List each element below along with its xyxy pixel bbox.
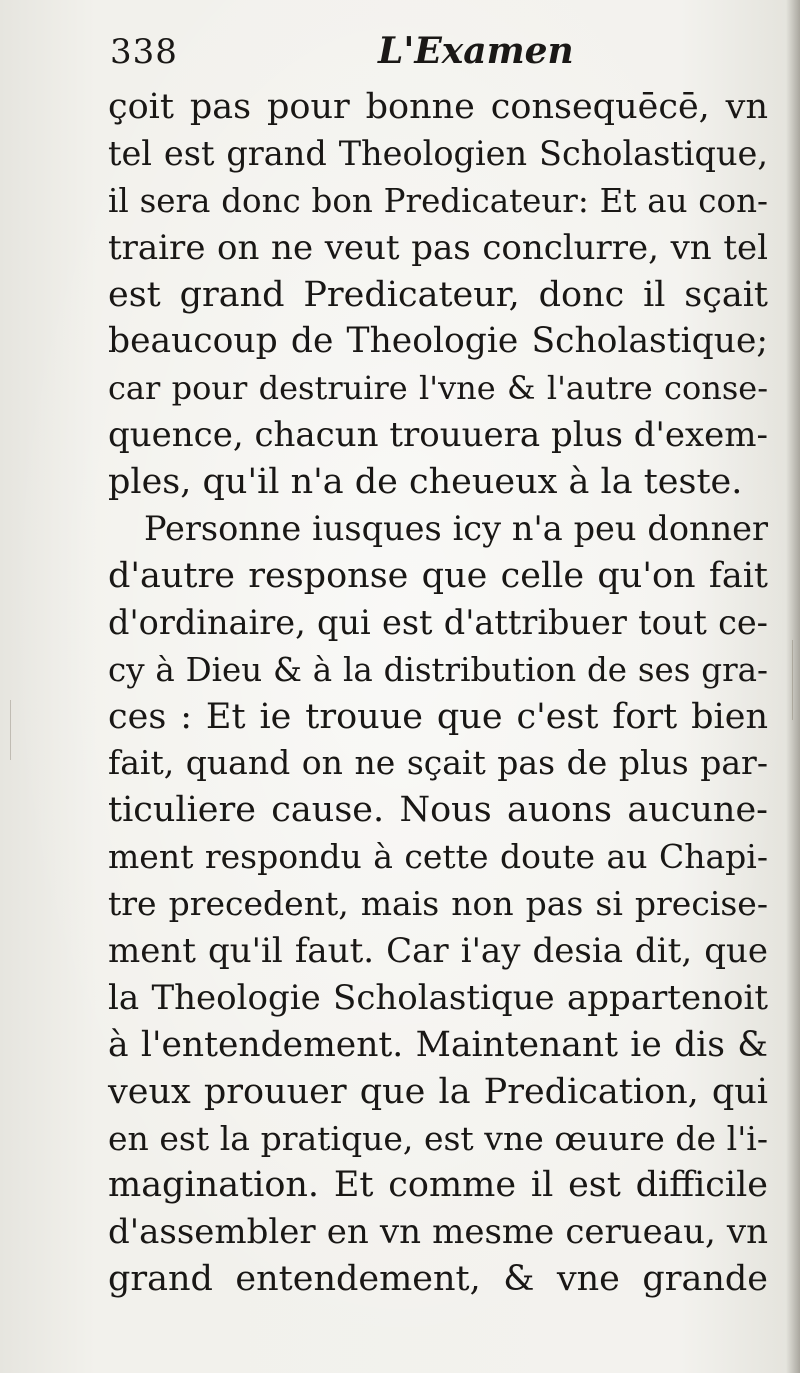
text-line: car pour destruire l'vne & l'autre conse-	[108, 369, 768, 408]
running-title: L'Examen	[378, 30, 574, 72]
text-line: çoit pas pour bonne consequēcē, vn	[108, 87, 768, 127]
text-line: d'autre response que celle qu'on fait	[108, 555, 768, 596]
text-line: quence, chacun trouuera plus d'exem-	[108, 415, 768, 456]
text-line: il sera donc bon Predicateur: Et au con-	[108, 181, 768, 220]
paper-mark	[10, 700, 11, 760]
text-line: d'assembler en vn mesme cerueau, vn	[108, 1212, 768, 1253]
text-line: ment respondu à cette doute au Chapi-	[108, 837, 768, 877]
text-line: magination. Et comme il est difficile	[108, 1165, 768, 1206]
text-line: à l'entendement. Maintenant ie dis &	[108, 1024, 768, 1065]
body-text	[108, 84, 768, 1303]
text-line: beaucoup de Theologie Scholastique;	[108, 321, 768, 362]
text-line: est grand Predicateur, donc il sçait	[108, 274, 768, 315]
text-line: ment qu'il faut. Car i'ay desia dit, que	[108, 931, 768, 972]
paper-mark	[792, 640, 793, 720]
text-line: traire on ne veut pas conclurre, vn tel	[108, 227, 768, 268]
text-line: tre precedent, mais non pas si precise-	[108, 884, 768, 924]
page-gutter-shadow	[786, 0, 800, 1373]
page-number: 338	[110, 32, 178, 72]
running-head	[110, 28, 670, 78]
text-line: grand entendement, & vne grande	[108, 1259, 768, 1300]
text-line: tel est grand Theologien Scholastique,	[108, 133, 768, 173]
paragraph-first-line: Personne iusques icy n'a peu donner	[144, 509, 768, 549]
text-line: fait, quand on ne sçait pas de plus par-	[108, 743, 768, 783]
text-line: ples, qu'il n'a de cheueux à la teste.	[108, 462, 743, 503]
text-line: ces : Et ie trouue que c'est fort bien	[108, 696, 768, 737]
text-line: veux prouuer que la Predication, qui	[108, 1071, 768, 1112]
text-line: ticuliere cause. Nous auons aucune-	[108, 790, 768, 831]
text-line: cy à Dieu & à la distribution de ses gra-	[108, 650, 768, 689]
text-line: la Theologie Scholastique appartenoit	[108, 977, 768, 1018]
text-line: en est la pratique, est vne œuure de l'i-	[108, 1118, 768, 1158]
text-line: d'ordinaire, qui est d'attribuer tout ce-	[108, 602, 768, 642]
